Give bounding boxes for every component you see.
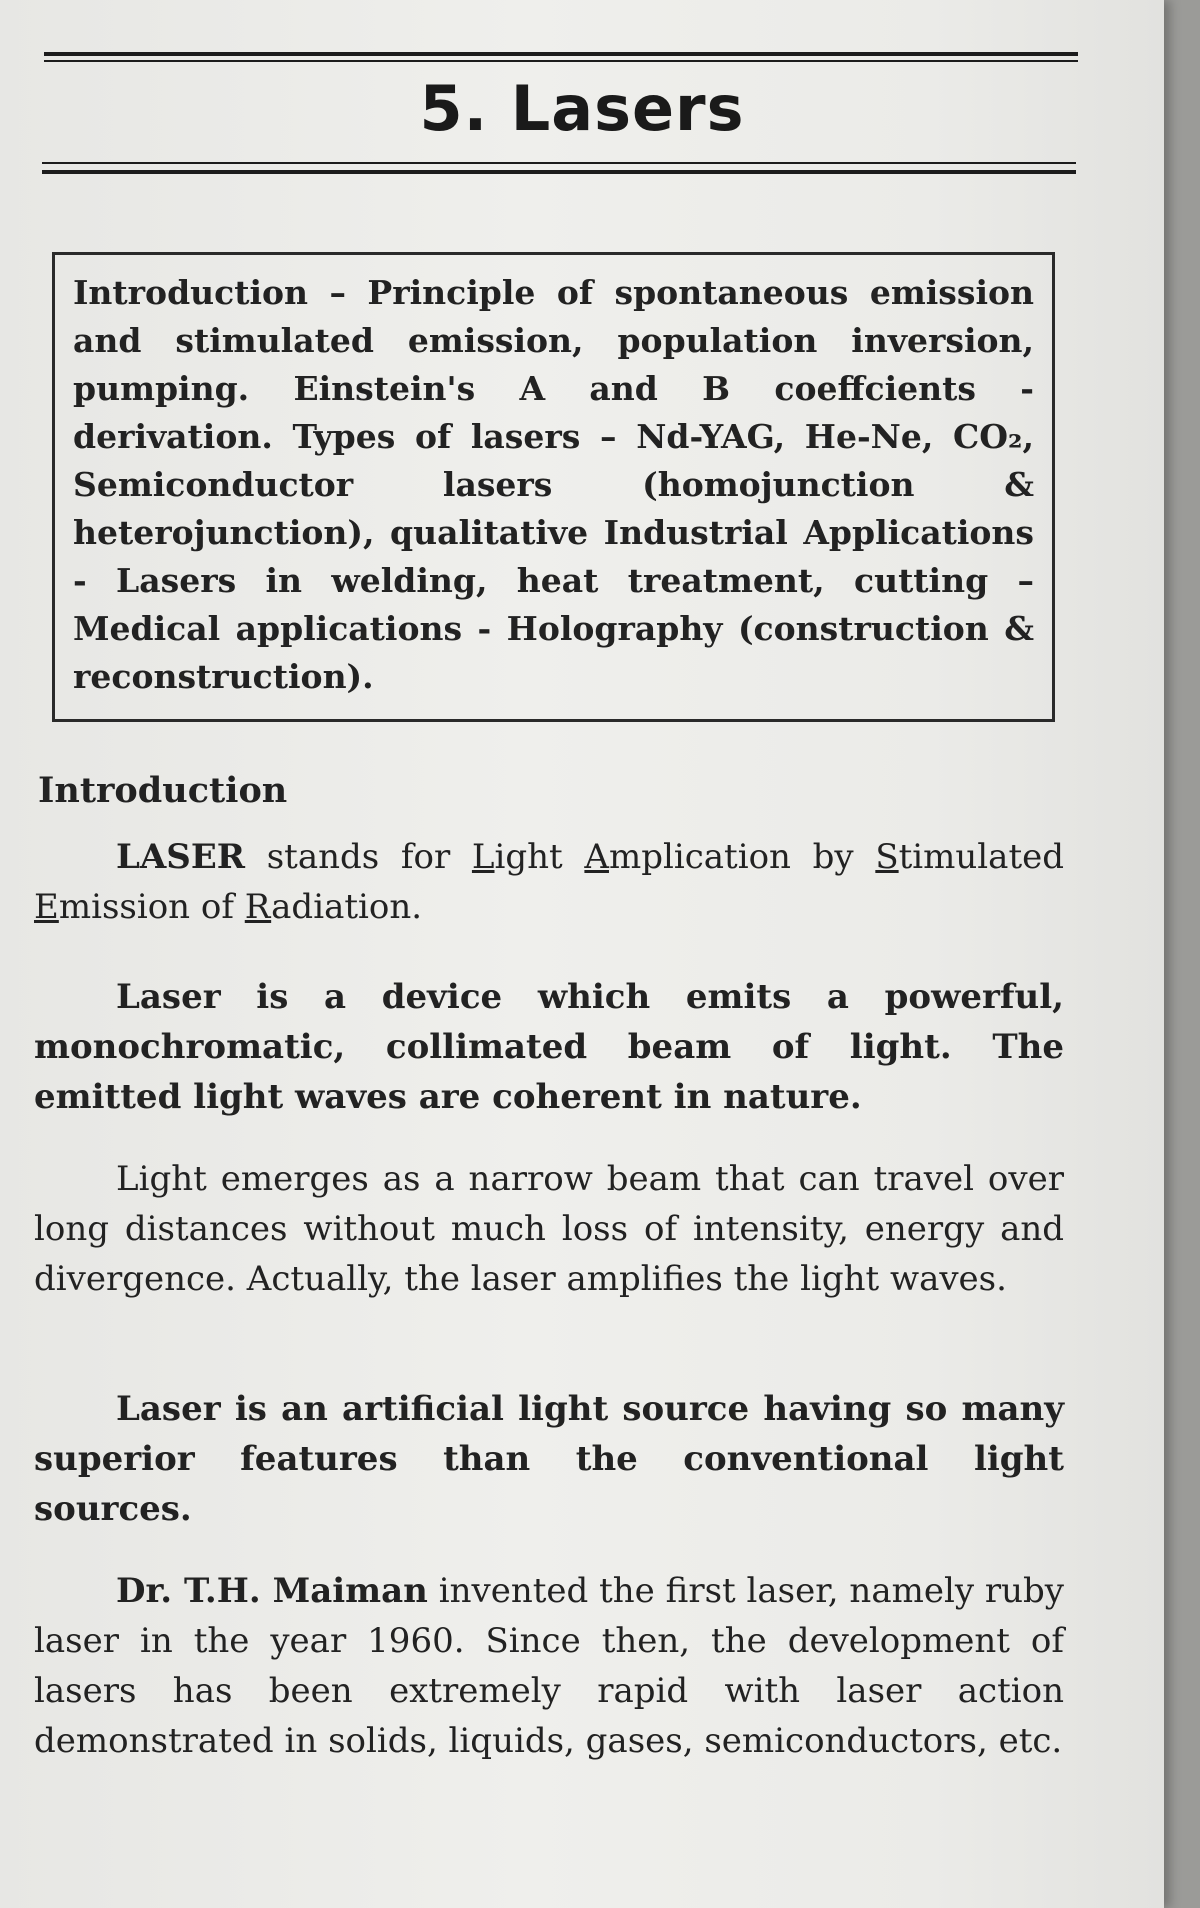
acronym-word-radiation: adiation. <box>271 887 423 927</box>
acronym-letter-a: A <box>584 837 609 877</box>
maiman-text: invented the first laser, namely ruby laser in the year 1960. Since then, the development of lasers has been extremely rapid with laser action demonstrated in solids, liquids, gases, semiconductors, etc. <box>34 1571 1064 1761</box>
chapter-title: 5. Lasers <box>419 72 745 145</box>
acronym-word-amplication: mplication by <box>608 837 854 877</box>
acronym-letter-s: S <box>875 837 899 877</box>
title-rule-bottom-thin <box>42 162 1076 164</box>
acronym-letter-l: L <box>471 837 495 877</box>
acronym-word-emission: mission of <box>58 887 234 927</box>
maiman-name: Dr. T.H. Maiman <box>116 1571 428 1611</box>
laser-acronym-paragraph <box>34 832 1064 932</box>
title-rule-top-thin <box>44 60 1078 62</box>
syllabus-text: Introduction – Principle of spontaneous emission and stimulated emission, population inversion, pumping. Einstein's A and B coeffcients - derivation. Types of lasers – Nd-YAG, He-Ne, CO₂, Semiconductor lasers (homojunction & heterojunction), qualitative Industrial Applications - Lasers in welding, heat treatment, cutting – Medical applications - Holography (construction & reconstruction). <box>73 273 1034 696</box>
acronym-letter-r: R <box>244 887 272 927</box>
acronym-letter-e: E <box>34 887 59 927</box>
title-rule-bottom <box>42 170 1076 174</box>
syllabus-box <box>52 252 1055 722</box>
title-rule-top <box>44 52 1078 56</box>
section-heading-introduction: Introduction <box>38 770 288 811</box>
laser-term: LASER <box>116 837 246 877</box>
paragraph-device: Laser is a device which emits a powerful, monochromatic, collimated beam of light. The emitted light waves are coherent in nature. <box>34 977 1064 1117</box>
acronym-word-light: ight <box>494 837 563 877</box>
paragraph-artificial: Laser is an artificial light source having so many superior features than the conventional light sources. <box>34 1389 1064 1529</box>
paragraph-maiman <box>34 1566 1064 1766</box>
paragraph-beam: Light emerges as a narrow beam that can travel over long distances without much loss of intensity, energy and divergence. Actually, the laser amplifies the light waves. <box>34 1159 1064 1299</box>
stands-for-text: stands for <box>266 837 451 877</box>
acronym-word-stimulated: timulated <box>898 837 1064 877</box>
